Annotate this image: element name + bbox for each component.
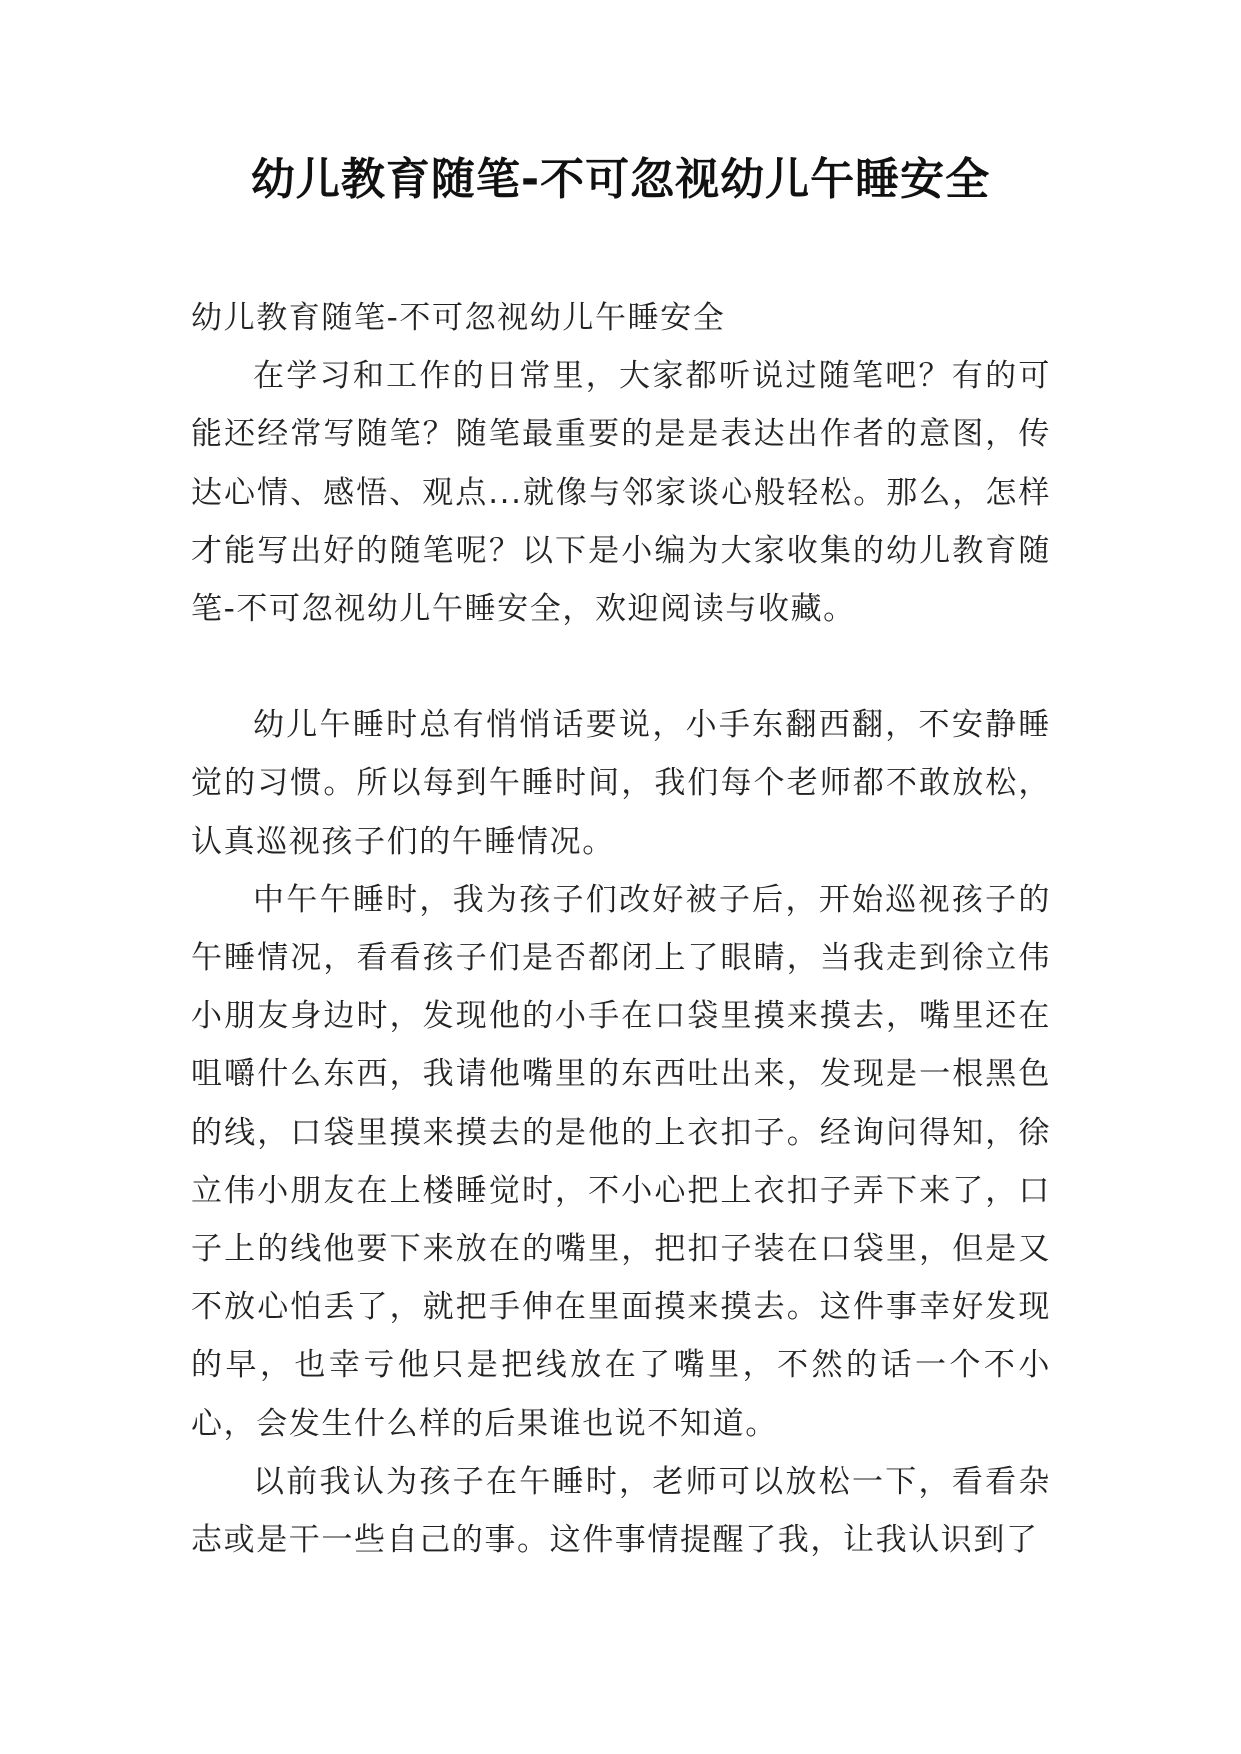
document-body (191, 289, 1051, 1569)
paragraph-2: 中午午睡时，我为孩子们改好被子后，开始巡视孩子的午睡情况，看看孩子们是否都闭上了眼睛，当我走到徐立伟小朋友身边时，发现他的小手在口袋里摸来摸去，嘴里还在咀嚼什么东西，我请他嘴里的东西吐出来，发现是一根黑色的线，口袋里摸来摸去的是他的上衣扣子。经询问得知，徐立伟小朋友在上楼睡觉时，不小心把上衣扣子弄下来了，口子上的线他要下来放在的嘴里，把扣子装在口袋里，但是又不放心怕丢了，就把手伸在里面摸来摸去。这件事幸好发现的早，也幸亏他只是把线放在了嘴里，不然的话一个不小心，会发生什么样的后果谁也说不知道。 (191, 881, 1051, 1442)
paragraph-1: 幼儿午睡时总有悄悄话要说，小手东翻西翻，不安静睡觉的习惯。所以每到午睡时间，我们每个老师都不敢放松，认真巡视孩子们的午睡情况。 (191, 707, 1051, 860)
paragraph-gap (191, 638, 1051, 696)
paragraph-3: 以前我认为孩子在午睡时，老师可以放松一下，看看杂志或是干一些自己的事。这件事情提醒了我，让我认识到了 (191, 1463, 1051, 1559)
document-subtitle: 幼儿教育随笔-不可忽视幼儿午睡安全 (191, 300, 726, 336)
paragraph-intro: 在学习和工作的日常里，大家都听说过随笔吧？有的可能还经常写随笔？随笔最重要的是是表达出作者的意图，传达心情、感悟、观点...就像与邻家谈心般轻松。那么，怎样才能写出好的随笔呢？以下是小编为大家收集的幼儿教育随笔-不可忽视幼儿午睡安全，欢迎阅读与收藏。 (191, 358, 1051, 628)
document-title: 幼儿教育随笔-不可忽视幼儿午睡安全 (250, 154, 991, 205)
